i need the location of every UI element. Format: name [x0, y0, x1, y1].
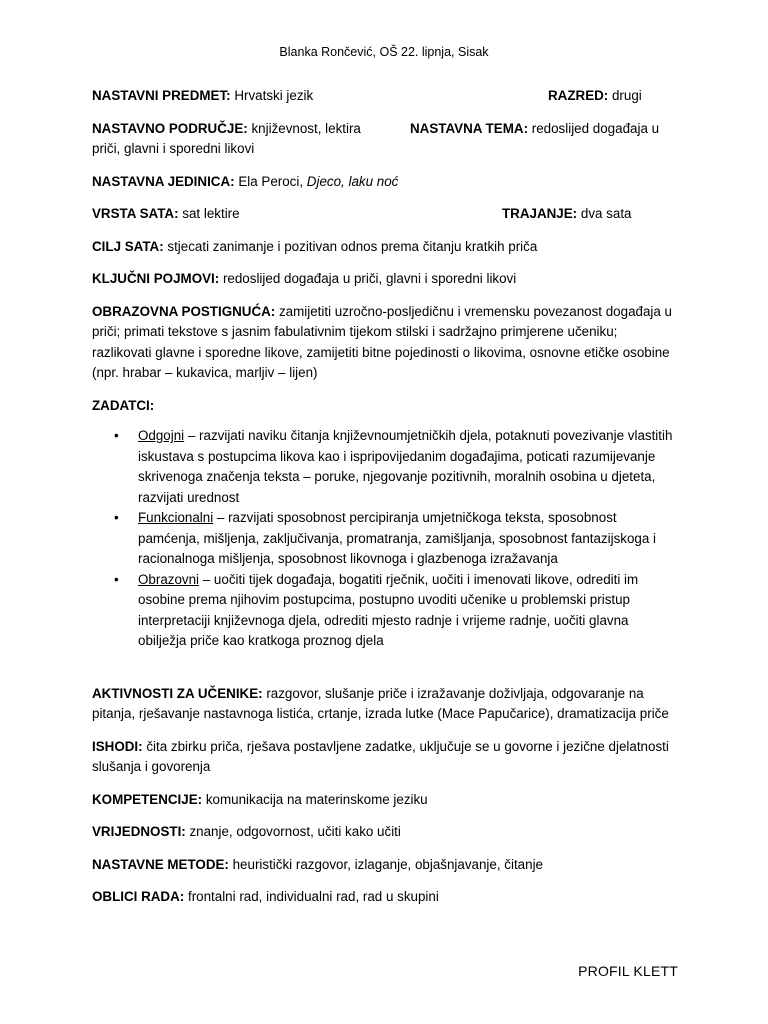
label-cilj: CILJ SATA: [92, 238, 164, 254]
spacer [92, 652, 677, 684]
list-item [92, 426, 677, 508]
bullet-icon: • [114, 571, 119, 587]
label-zadaci: ZADATCI: [92, 397, 155, 413]
value-ishodi: čita zbirku priča, rješava postavljene zadatke, uključuje se u govorne i jezične djelatnosti slušanja i govorenja [92, 738, 669, 774]
task-name: Odgojni [138, 428, 185, 443]
task-text: – uočiti tijek događaja, bogatiti rječnik, uočiti i imenovati likove, odrediti im osobine prema njihovim postupcima, postupno uvoditi učenike u problemski pristup interpretaciji književnoga djela, odrediti mjesto radnje i vrijeme radnje, uočiti glavna obilježja priče kao kratkoga proznog djela [138, 571, 639, 648]
field-vrijednosti [92, 822, 677, 843]
value-kompetencije: komunikacija na materinskome jeziku [202, 791, 428, 807]
field-metode [92, 855, 677, 876]
task-text: – razvijati sposobnost percipiranja umjetničkoga teksta, sposobnost pamćenja, mišljenja, zaključivanja, promatranja, zamišljanja, sposobnost fantazijskoga i racionalnoga mišljenja, sposobnost likovnoga i glazbenoga izražavanja [138, 510, 657, 566]
field-tema [410, 119, 659, 140]
label-aktivnosti: AKTIVNOSTI ZA UČENIKE: [92, 685, 263, 701]
label-podrucje: NASTAVNO PODRUČJE: [92, 120, 248, 136]
value-razred: drugi [608, 88, 642, 103]
label-vrijednosti: VRIJEDNOSTI: [92, 824, 186, 839]
value-jedinica-title: Djeco, laku noć [306, 173, 399, 189]
label-ishodi: ISHODI: [92, 738, 143, 754]
label-razred: RAZRED: [548, 88, 609, 103]
label-vrsta: VRSTA SATA: [92, 206, 179, 221]
field-postignuca [92, 302, 677, 384]
value-aktivnosti: razgovor, slušanje priče i izražavanje doživljaja, odgovaranje na pitanja, rješavanje nastavnoga listića, crtanje, izrada lutke (Mace Papučarice), dramatizacija priče [92, 685, 669, 721]
value-jedinica: Ela Peroci, [234, 173, 307, 189]
task-text: – razvijati naviku čitanja književnoumjetničkih djela, potaknuti povezivanje vlastitih iskustava s postupcima likova kao i ispripovijedanim događajima, poticati razumijevanje skrivenoga značenja teksta – poruke, njegovanje pozitivnih, moralnih osobina u djeteta, razvijati urednost [138, 428, 673, 505]
task-name: Funkcionalni [138, 510, 214, 525]
label-metode: NASTAVNE METODE: [92, 856, 229, 872]
value-vrijednosti: znanje, odgovornost, učiti kako učiti [185, 824, 401, 839]
label-trajanje: TRAJANJE: [502, 206, 578, 221]
list-item [92, 570, 677, 652]
field-oblici [92, 887, 677, 908]
field-kompetencije [92, 790, 677, 811]
value-cilj: stjecati zanimanje i pozitivan odnos prema čitanju kratkih priča [163, 238, 538, 254]
value-metode: heuristički razgovor, izlaganje, objašnjavanje, čitanje [228, 856, 544, 872]
value-podrucje: književnost, lektira [247, 120, 361, 136]
lesson-plan [92, 86, 677, 920]
value-vrsta: sat lektire [178, 206, 240, 221]
value-trajanje: dva sata [577, 206, 632, 221]
label-kompetencije: KOMPETENCIJE: [92, 791, 203, 807]
bullet-icon: • [114, 428, 119, 443]
row-vrsta-trajanje [92, 204, 677, 225]
row-predmet-razred [92, 86, 677, 107]
task-list [92, 426, 677, 652]
label-predmet: NASTAVNI PREDMET: [92, 88, 231, 103]
author-line: Blanka Rončević, OŠ 22. lipnja, Sisak [279, 45, 489, 59]
value-oblici: frontalni rad, individualni rad, rad u skupini [184, 889, 439, 904]
row-podrucje-tema [92, 119, 677, 160]
label-tema: NASTAVNA TEMA: [410, 120, 529, 136]
task-name: Obrazovni [138, 571, 200, 587]
field-jedinica [92, 172, 677, 193]
bullet-icon: • [114, 510, 119, 525]
label-jedinica: NASTAVNA JEDINICA: [92, 173, 235, 189]
value-pojmovi: redoslijed događaja u priči, glavni i sporedni likovi [219, 271, 517, 286]
field-podrucje [92, 121, 361, 136]
value-predmet: Hrvatski jezik [230, 88, 314, 103]
label-oblici: OBLICI RADA: [92, 889, 185, 904]
field-aktivnosti [92, 684, 677, 725]
field-cilj [92, 237, 677, 258]
publisher-footer: PROFIL KLETT [578, 963, 678, 979]
list-item [92, 508, 677, 570]
field-predmet [92, 88, 313, 103]
field-vrsta [92, 206, 240, 221]
field-razred [548, 86, 642, 107]
value-tema: redoslijed događaja u [528, 120, 660, 136]
value-tema-continued: priči, glavni i sporedni likovi [92, 141, 255, 156]
field-trajanje [502, 204, 632, 225]
label-pojmovi: KLJUČNI POJMOVI: [92, 271, 220, 286]
field-ishodi [92, 737, 677, 778]
label-postignuca: OBRAZOVNA POSTIGNUĆA: [92, 303, 276, 319]
value-postignuca: zamijetiti uzročno-posljedičnu i vremensku povezanost događaja u priči; primati tekstove s jasnim fabulativnim tijekom stilski i sadržajno primjerene učeniku; razlikovati glavne i sporedne likove, zamijetiti bitne pojedinosti o likovima, osnovne etičke osobine (npr. hrabar – kukavica, marljiv – lijen) [92, 303, 672, 380]
field-pojmovi [92, 269, 677, 290]
